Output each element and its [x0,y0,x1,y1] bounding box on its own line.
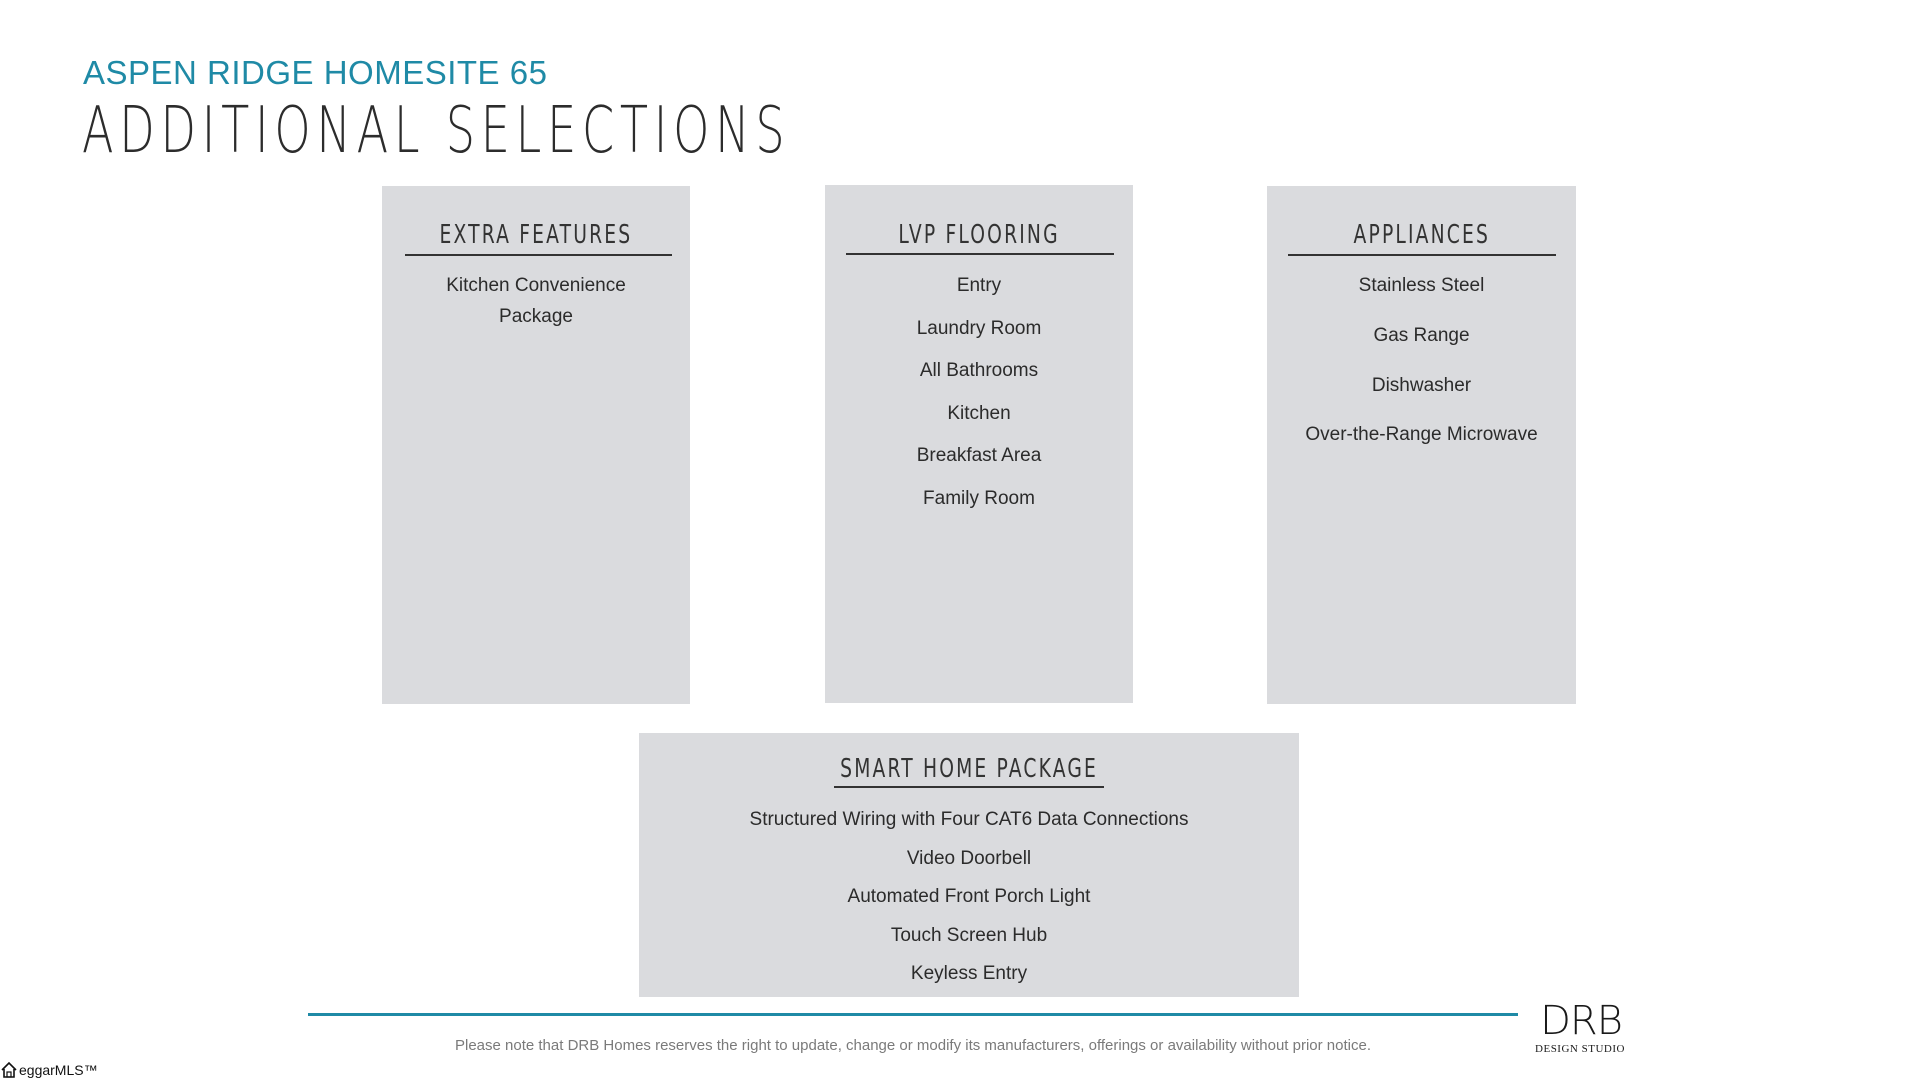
list-item: Automated Front Porch Light [847,886,1091,907]
page-title: ADDITIONAL SELECTIONS [82,94,791,168]
list-item: Laundry Room [916,318,1042,339]
card-title-extra-features: EXTRA FEATURES [439,220,633,250]
card-lvp-flooring [825,185,1133,703]
mls-watermark-text: eggarMLS™ [19,1062,98,1078]
house-icon [0,1061,18,1079]
drb-logo: DRB [1540,998,1622,1044]
drb-logo-subtitle: DESIGN STUDIO [1535,1043,1625,1055]
list-item: Keyless Entry [910,963,1028,984]
list-item: Entry [956,275,1002,296]
footer-divider [308,1013,1518,1016]
list-item: Kitchen Convenience Package [446,275,626,327]
list-item: Touch Screen Hub [890,925,1048,946]
card-title-smart-home-package: SMART HOME PACKAGE [840,754,1098,784]
homesite-subtitle: ASPEN RIDGE HOMESITE 65 [83,54,548,91]
card-divider [846,253,1114,255]
list-item: Dishwasher [1371,375,1472,396]
card-extra-features [382,186,690,704]
list-item: All Bathrooms [919,360,1039,381]
list-item: Breakfast Area [916,445,1042,466]
list-item: Stainless Steel [1358,275,1485,296]
list-item: Over-the-Range Microwave [1305,424,1538,445]
card-title-appliances: APPLIANCES [1353,220,1490,250]
list-item: Family Room [923,488,1035,509]
mls-watermark [0,1060,98,1080]
card-divider [1288,254,1556,256]
card-smart-home-package [639,733,1299,997]
list-item: Video Doorbell [906,848,1032,869]
card-divider [834,786,1104,788]
list-item: Kitchen [947,403,1011,424]
card-divider [405,254,672,256]
list-item: Structured Wiring with Four CAT6 Data Connections [749,809,1189,830]
card-appliances [1267,186,1576,704]
list-item: Gas Range [1373,325,1470,346]
disclaimer-text: Please note that DRB Homes reserves the right to update, change or modify its manufacturers, offerings or availability without prior notice. [454,1037,1371,1054]
card-title-lvp-flooring: LVP FLOORING [898,220,1060,250]
